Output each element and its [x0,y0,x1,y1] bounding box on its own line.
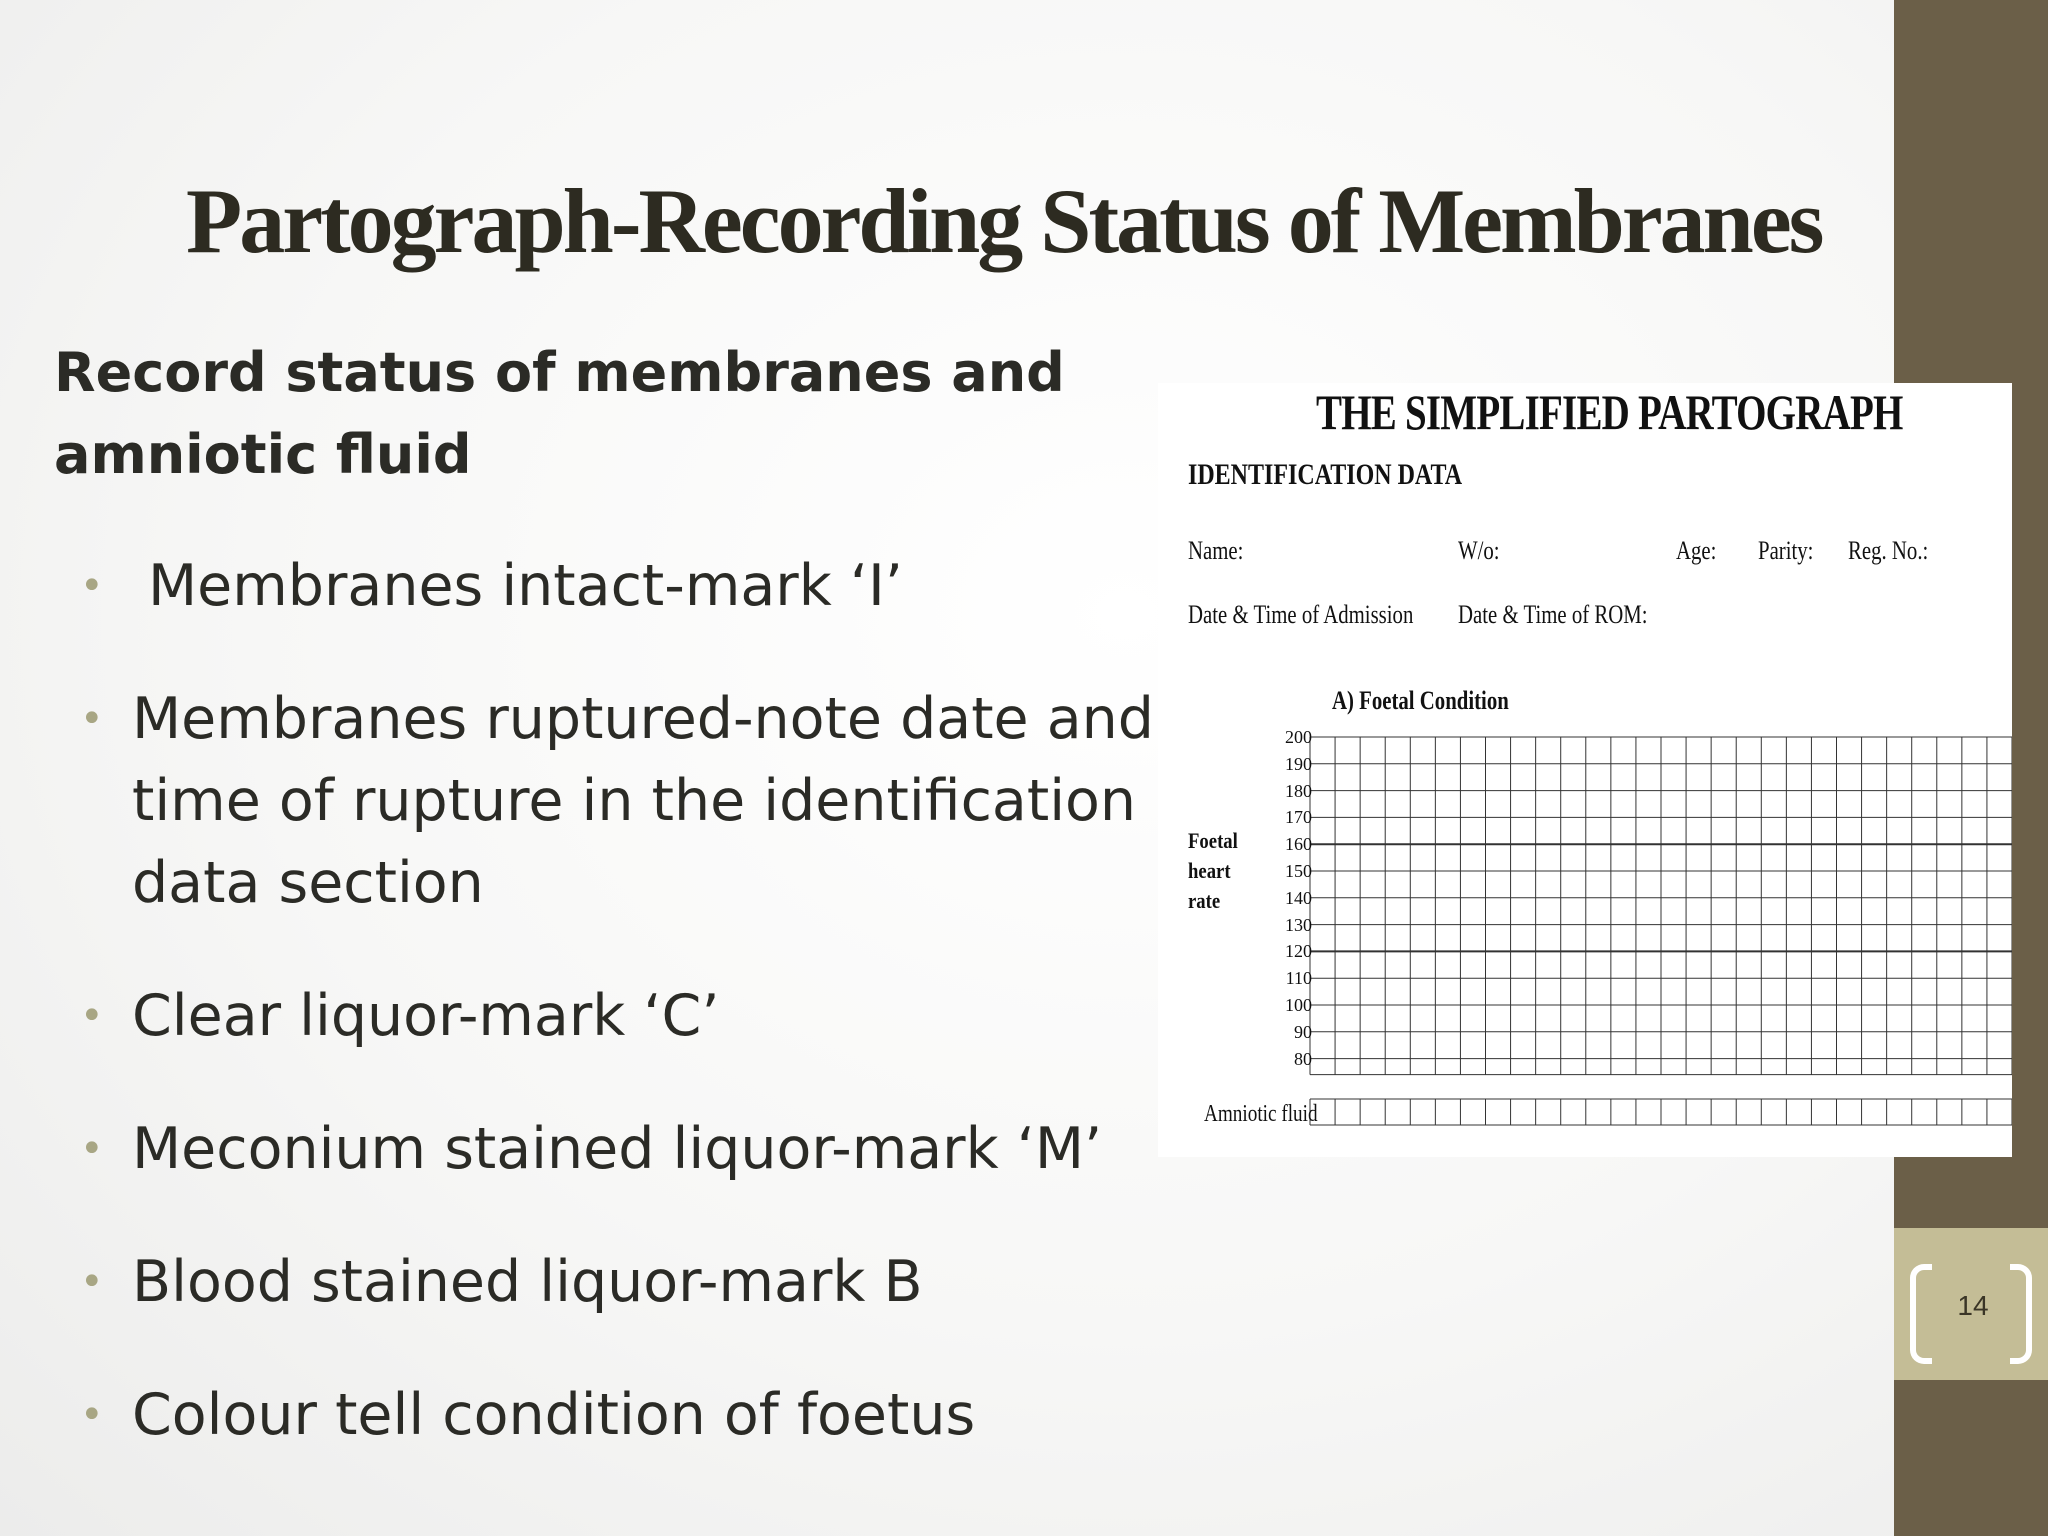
heart-rate-tick-label: 80 [1294,1048,1312,1069]
field-rom-label: Date & Time of ROM: [1458,600,1648,629]
ylabel-line: rate [1188,888,1221,913]
heart-rate-tick-label: 190 [1285,753,1312,774]
partograph-form-image [1158,383,2012,1157]
heart-rate-tick-label: 170 [1285,807,1312,828]
partograph-title: THE SIMPLIFIED PARTOGRAPH [1316,384,1903,440]
slide-subheading: Record status of membranes and amniotic fluid [54,341,1065,486]
foetal-condition-heading: A) Foetal Condition [1332,686,1509,715]
bullet-icon: • [80,696,104,742]
slide-title: Partograph-Recording Status of Membranes [186,170,1822,272]
field-admission-label: Date & Time of Admission [1188,600,1414,629]
page-bracket-left [1910,1264,1932,1364]
bullet-item [80,545,1182,627]
heart-rate-tick-label: 150 [1285,861,1312,881]
field-name-label: Name: [1188,536,1244,565]
bullet-item [80,975,1182,1057]
heart-rate-tick-label: 140 [1285,887,1312,908]
heart-rate-tick-label: 90 [1294,1021,1312,1042]
bullet-item [80,678,1182,924]
heart-rate-tick-label: 120 [1285,941,1312,962]
field-age-label: Age: [1676,536,1717,565]
field-parity-label: Parity: [1758,536,1814,565]
bullet-icon: • [80,1259,104,1305]
heart-rate-tick-label: 200 [1285,727,1312,747]
field-reg-label: Reg. No.: [1848,536,1929,565]
bullet-icon: • [80,563,104,609]
bullet-text: Colour tell condition of foetus [132,1382,976,1448]
bullet-text: Clear liquor-mark ‘C’ [132,983,720,1049]
amniotic-fluid-label: Amniotic fluid [1204,1101,1318,1127]
bullet-icon: • [80,1126,104,1172]
bullet-text: Membranes intact-mark ‘I’ [148,553,903,619]
bullet-text: Blood stained liquor-mark B [132,1249,923,1315]
heart-rate-tick-label: 110 [1285,968,1312,989]
bullet-icon: • [80,993,104,1039]
bullet-item [80,1374,1182,1456]
identification-heading: IDENTIFICATION DATA [1188,458,1463,491]
field-wo-label: W/o: [1458,536,1500,565]
heart-rate-tick-label: 160 [1285,834,1312,855]
heart-rate-tick-label: 180 [1285,780,1312,801]
page-number: 14 [1957,1290,1989,1321]
foetal-heart-rate-label [1188,826,1238,916]
bullet-icon: • [80,1392,104,1438]
heart-rate-tick-label: 130 [1285,914,1312,935]
ylabel-line: Foetal [1188,828,1238,853]
bullet-text: Meconium stained liquor-mark ‘M’ [132,1116,1103,1182]
heart-rate-tick-label: 100 [1285,995,1312,1015]
bullet-item [80,1241,1182,1323]
ylabel-line: heart [1188,858,1231,883]
bullet-item [80,1108,1182,1190]
bullet-text: Membranes ruptured-note date and time of rupture in the identification data section [132,686,1154,916]
